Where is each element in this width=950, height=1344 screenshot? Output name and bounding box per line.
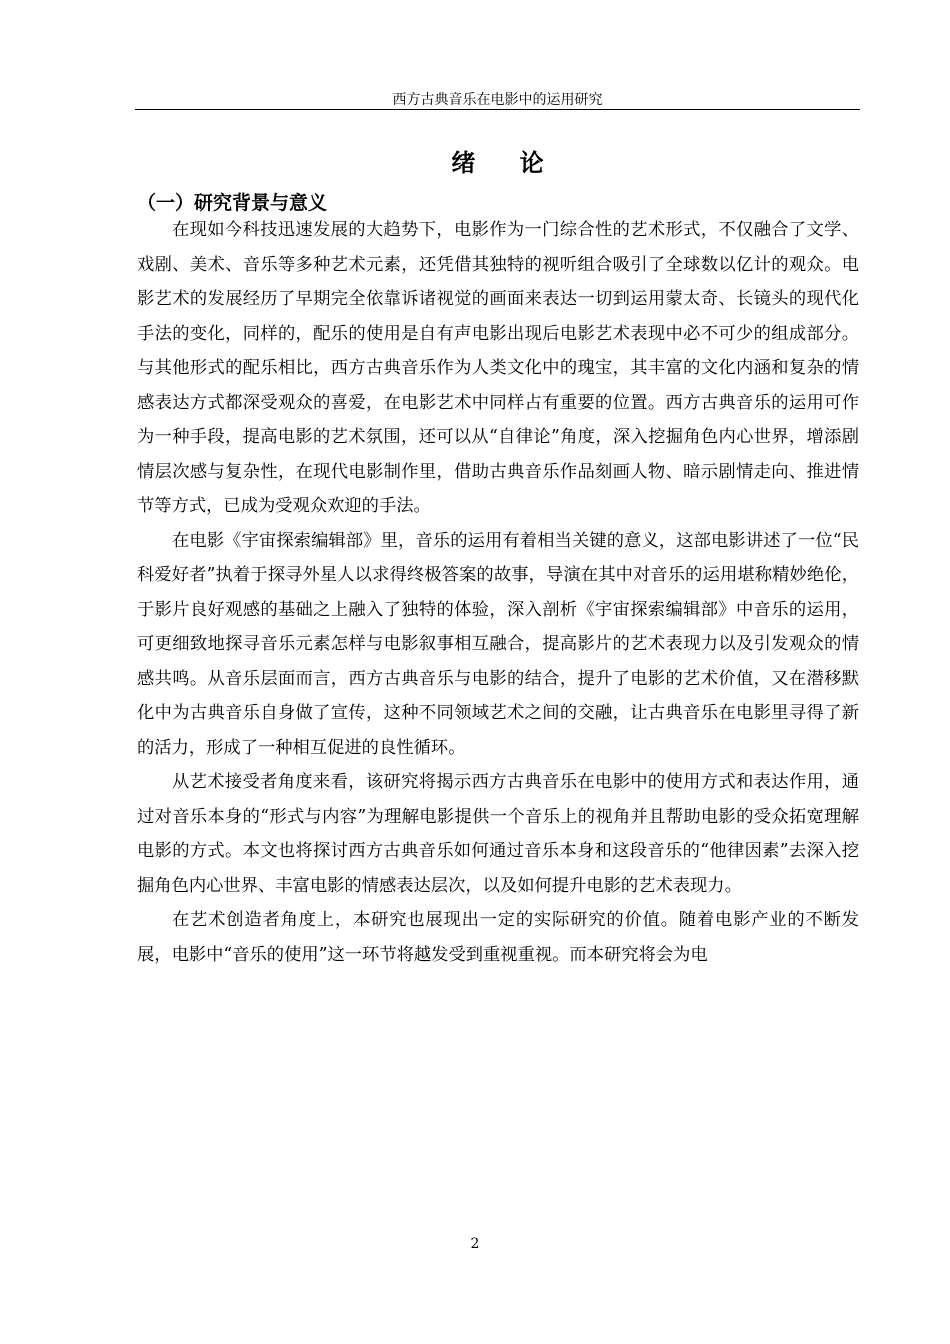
running-header: 西方古典音乐在电影中的运用研究 xyxy=(392,92,603,108)
chapter-title: 绪 论 xyxy=(451,148,544,177)
section-heading: （一）研究背景与意义 xyxy=(137,192,328,214)
paragraph-2: 在电影《宇宙探索编辑部》里，音乐的运用有着相当关键的意义，这部电影讲述了一位“民科爱好者”执着于探寻外星人以求得终极答案的故事，导演在其中对音乐的运用堪称精妙绝伦，于影片良好观感的基础之上融入了独特的体验，深入剖析《宇宙探索编辑部》中音乐的运用，可更细致地探寻音乐元素怎样与电影叙事相互融合，提高影片的艺术表现力以及引发观众的情感共鸣。从音乐层面而言，西方古典音乐与电影的结合，提升了电影的艺术价值，又在潜移默化中为古典音乐自身做了宣传，这种不同领域艺术之间的交融，让古典音乐在电影里寻得了新的活力，形成了一种相互促进的良性循环。 xyxy=(137,530,859,758)
body-text xyxy=(137,213,859,972)
paragraph-3: 从艺术接受者角度来看，该研究将揭示西方古典音乐在电影中的使用方式和表达作用，通过对音乐本身的“形式与内容”为理解电影提供一个音乐上的视角并且帮助电影的受众拓宽理解电影的方式。本文也将探讨西方古典音乐如何通过音乐本身和这段音乐的“他律因素”去深入挖掘角色内心世界、丰富电影的情感表达层次，以及如何提升电影的艺术表现力。 xyxy=(137,772,859,896)
page-number: 2 xyxy=(470,1236,480,1252)
paragraph-4: 在艺术创造者角度上，本研究也展现出一定的实际研究的价值。随着电影产业的不断发展，电影中“音乐的使用”这一环节将越发受到重视重视。而本研究将会为电 xyxy=(137,910,859,965)
paragraph-1: 在现如今科技迅速发展的大趋势下，电影作为一门综合性的艺术形式，不仅融合了文学、戏剧、美术、音乐等多种艺术元素，还凭借其独特的视听组合吸引了全球数以亿计的观众。电影艺术的发展经历了早期完全依靠诉诸视觉的画面来表达一切到运用蒙太奇、长镜头的现代化手法的变化，同样的，配乐的使用是自有声电影出现后电影艺术表现中必不可少的组成部分。与其他形式的配乐相比，西方古典音乐作为人类文化中的瑰宝，其丰富的文化内涵和复杂的情感表达方式都深受观众的喜爱，在电影艺术中同样占有重要的位置。西方古典音乐的运用可作为一种手段，提高电影的艺术氛围，还可以从“自律论”角度，深入挖掘角色内心世界，增添剧情层次感与复杂性，在现代电影制作里，借助古典音乐作品刻画人物、暗示剧情走向、推进情节等方式，已成为受观众欢迎的手法。 xyxy=(137,220,859,516)
header-divider xyxy=(135,109,860,110)
